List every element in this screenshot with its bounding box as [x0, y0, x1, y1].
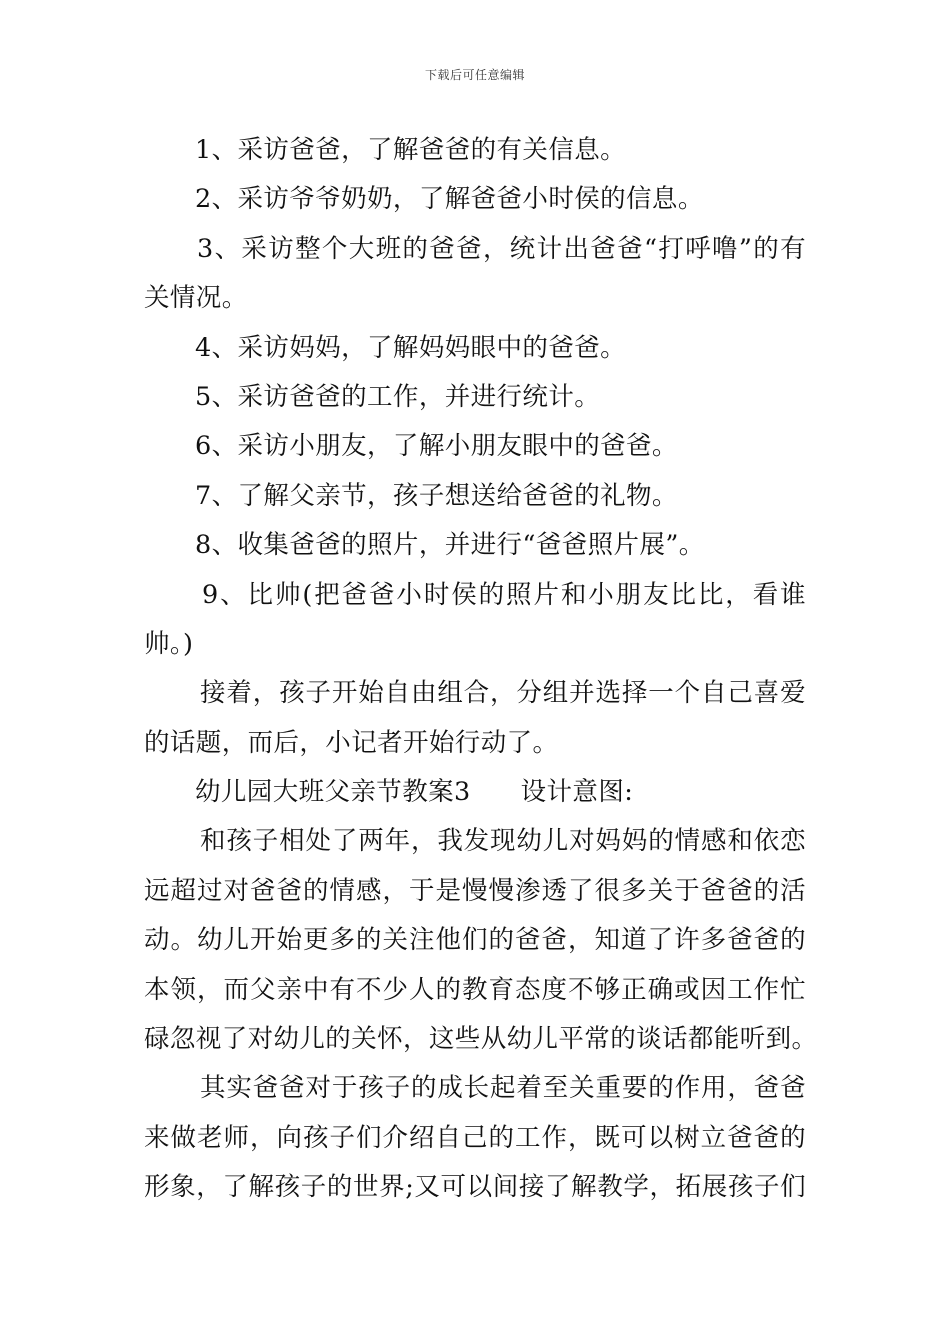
list-item-3: 3、采访整个大班的爸爸，统计出爸爸“打呼噜”的有	[197, 233, 806, 264]
list-item-8: 8、收集爸爸的照片，并进行“爸爸照片展”。	[195, 530, 705, 561]
paragraph-line: 远超过对爸爸的情感，于是慢慢渗透了很多关于爸爸的活	[144, 875, 806, 906]
paragraph-line: 本领，而父亲中有不少人的教育态度不够正确或因工作忙	[144, 974, 806, 1005]
list-item-9: 9、比帅(把爸爸小时侯的照片和小朋友比比，看谁	[202, 579, 806, 610]
list-item-2: 2、采访爷爷奶奶，了解爸爸小时侯的信息。	[195, 184, 704, 215]
paragraph-line: 动。幼儿开始更多的关注他们的爸爸，知道了许多爸爸的	[144, 925, 806, 956]
list-item-7: 7、了解父亲节，孩子想送给爸爸的礼物。	[195, 480, 678, 511]
section-heading	[144, 768, 806, 817]
paragraph-line: 来做老师，向孩子们介绍自己的工作，既可以树立爸爸的	[144, 1122, 806, 1153]
paragraph-line: 和孩子相处了两年，我发现幼儿对妈妈的情感和依恋	[200, 826, 806, 857]
paragraph-line: 接着，孩子开始自由组合，分组并选择一个自己喜爱	[200, 678, 806, 709]
paragraph-line: 的话题，而后，小记者开始行动了。	[144, 727, 559, 758]
paragraph-line: 其实爸爸对于孩子的成长起着至关重要的作用，爸爸	[200, 1073, 806, 1104]
section-title: 幼儿园大班父亲节教案3	[195, 777, 471, 808]
list-item-9-continued: 帅。)	[144, 628, 194, 659]
list-item-3-continued: 关情况。	[144, 283, 248, 314]
paragraph-line: 形象，了解孩子的世界;又可以间接了解教学，拓展孩子们	[144, 1172, 806, 1203]
list-item-4: 4、采访妈妈，了解妈妈眼中的爸爸。	[195, 332, 627, 363]
list-item-1: 1、采访爸爸，了解爸爸的有关信息。	[195, 135, 627, 165]
design-intent-label: 设计意图:	[520, 777, 634, 808]
list-item-6: 6、采访小朋友，了解小朋友眼中的爸爸。	[195, 431, 678, 462]
page-header-note: 下载后可任意编辑	[424, 68, 525, 82]
document-body	[144, 126, 818, 1213]
paragraph-line: 碌忽视了对幼儿的关怀，这些从幼儿平常的谈话都能听到。	[144, 1024, 818, 1055]
list-item-5: 5、采访爸爸的工作，并进行统计。	[195, 381, 601, 412]
